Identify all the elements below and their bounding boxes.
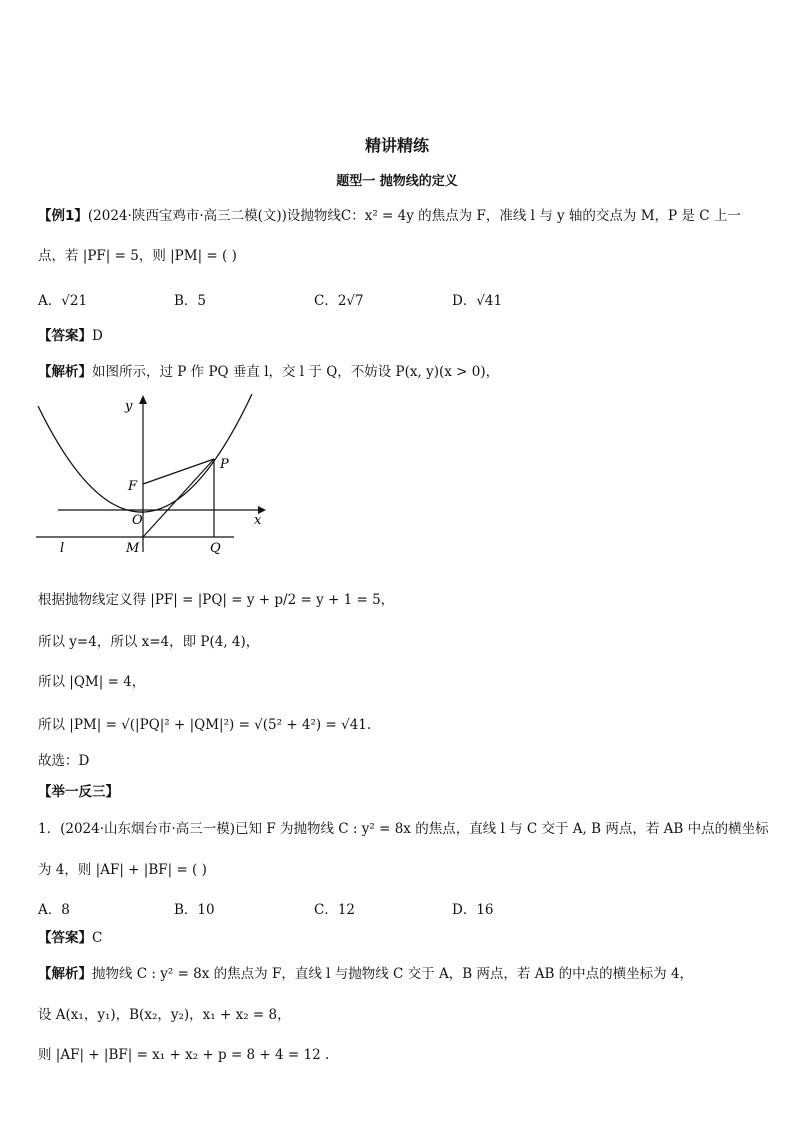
example1-answer <box>38 326 103 346</box>
origin-label: O <box>132 513 143 528</box>
example1-answer-value: D <box>92 328 103 344</box>
practice-analysis-line2: 设 A(x₁，y₁)，B(x₂，y₂)，x₁ + x₂ = 8， <box>38 1007 291 1023</box>
directrix-label: l <box>60 541 65 556</box>
example1-step-2: 所以 y=4，所以 x=4，即 P(4, 4)， <box>38 634 260 650</box>
example1-option-c: C．2√7 <box>314 293 364 309</box>
example1-step-1: 根据抛物线定义得 |PF| = |PQ| = y + p/2 = y + 1 = 5， <box>38 592 395 608</box>
y-axis-label: y <box>125 399 133 414</box>
practice-tag: 【举一反三】 <box>38 784 119 800</box>
example1-step-4: 所以 |PM| = √(|PQ|² + |QM|²) = √(5² + 4²) = √41. <box>38 717 372 733</box>
example1-analysis-tag: 【解析】 <box>38 364 92 380</box>
practice-analysis-text-1: 抛物线 C : y² = 8x 的焦点为 F，直线 l 与抛物线 C 交于 A，B 两点，若 AB 的中点的横坐标为 4， <box>92 966 694 982</box>
example1-step-3: 所以 |QM| = 4， <box>38 674 146 690</box>
example1-option-a: A．√21 <box>38 293 88 309</box>
example1-conclusion: 故选：D <box>38 753 90 769</box>
segment-pm <box>143 459 214 537</box>
point-p-label: P <box>220 457 229 472</box>
practice-option-d: D．16 <box>452 902 494 918</box>
y-axis-arrow-icon <box>139 395 147 404</box>
practice-option-b: B．10 <box>174 902 215 918</box>
point-q-label: Q <box>210 541 221 556</box>
page-title: 精讲精练 <box>364 136 429 155</box>
practice-analysis-line3: 则 |AF| + |BF| = x₁ + x₂ + p = 8 + 4 = 12 . <box>38 1047 330 1063</box>
example1-option-b: B．5 <box>174 293 207 309</box>
section-subtitle: 题型一 抛物线的定义 <box>336 174 458 189</box>
practice-q1-line2: 为 4，则 |AF| + |BF| = ( ) <box>38 862 207 878</box>
practice-answer-value: C <box>92 930 103 946</box>
example1-answer-tag: 【答案】 <box>38 328 92 344</box>
example1-stem-text-1: (2024·陕西宝鸡市·高三二模(文))设抛物线C：x² = 4y 的焦点为 F，准线 l 与 y 轴的交点为 M，P 是 C 上一 <box>87 208 741 224</box>
practice-q1-line1: 1．(2024·山东烟台市·高三一模)已知 F 为抛物线 C : y² = 8x 的焦点，直线 l 与 C 交于 A, B 两点，若 AB 中点的横坐标 <box>38 821 769 837</box>
practice-answer-tag: 【答案】 <box>38 930 92 946</box>
practice-analysis-tag: 【解析】 <box>38 966 92 982</box>
focus-label: F <box>128 479 138 494</box>
practice-analysis-line1 <box>38 964 693 984</box>
example1-option-d: D．√41 <box>452 293 503 309</box>
example1-analysis-intro: 如图所示，过 P 作 PQ 垂直 l，交 l 于 Q，不妨设 P(x, y)(x > 0)， <box>92 364 500 380</box>
example1-stem-line1 <box>38 206 741 226</box>
practice-option-a: A．8 <box>38 902 70 918</box>
parabola-curve <box>38 394 252 512</box>
point-m-label: M <box>126 541 140 556</box>
practice-answer <box>38 928 102 948</box>
example1-tag: 【例1】 <box>38 208 88 224</box>
x-axis-label: x <box>254 513 262 528</box>
example1-stem-line2: 点，若 |PF| = 5，则 |PM| = ( ) <box>38 248 237 264</box>
parabola-figure <box>36 392 268 560</box>
example1-analysis <box>38 362 499 382</box>
practice-option-c: C．12 <box>314 902 356 918</box>
